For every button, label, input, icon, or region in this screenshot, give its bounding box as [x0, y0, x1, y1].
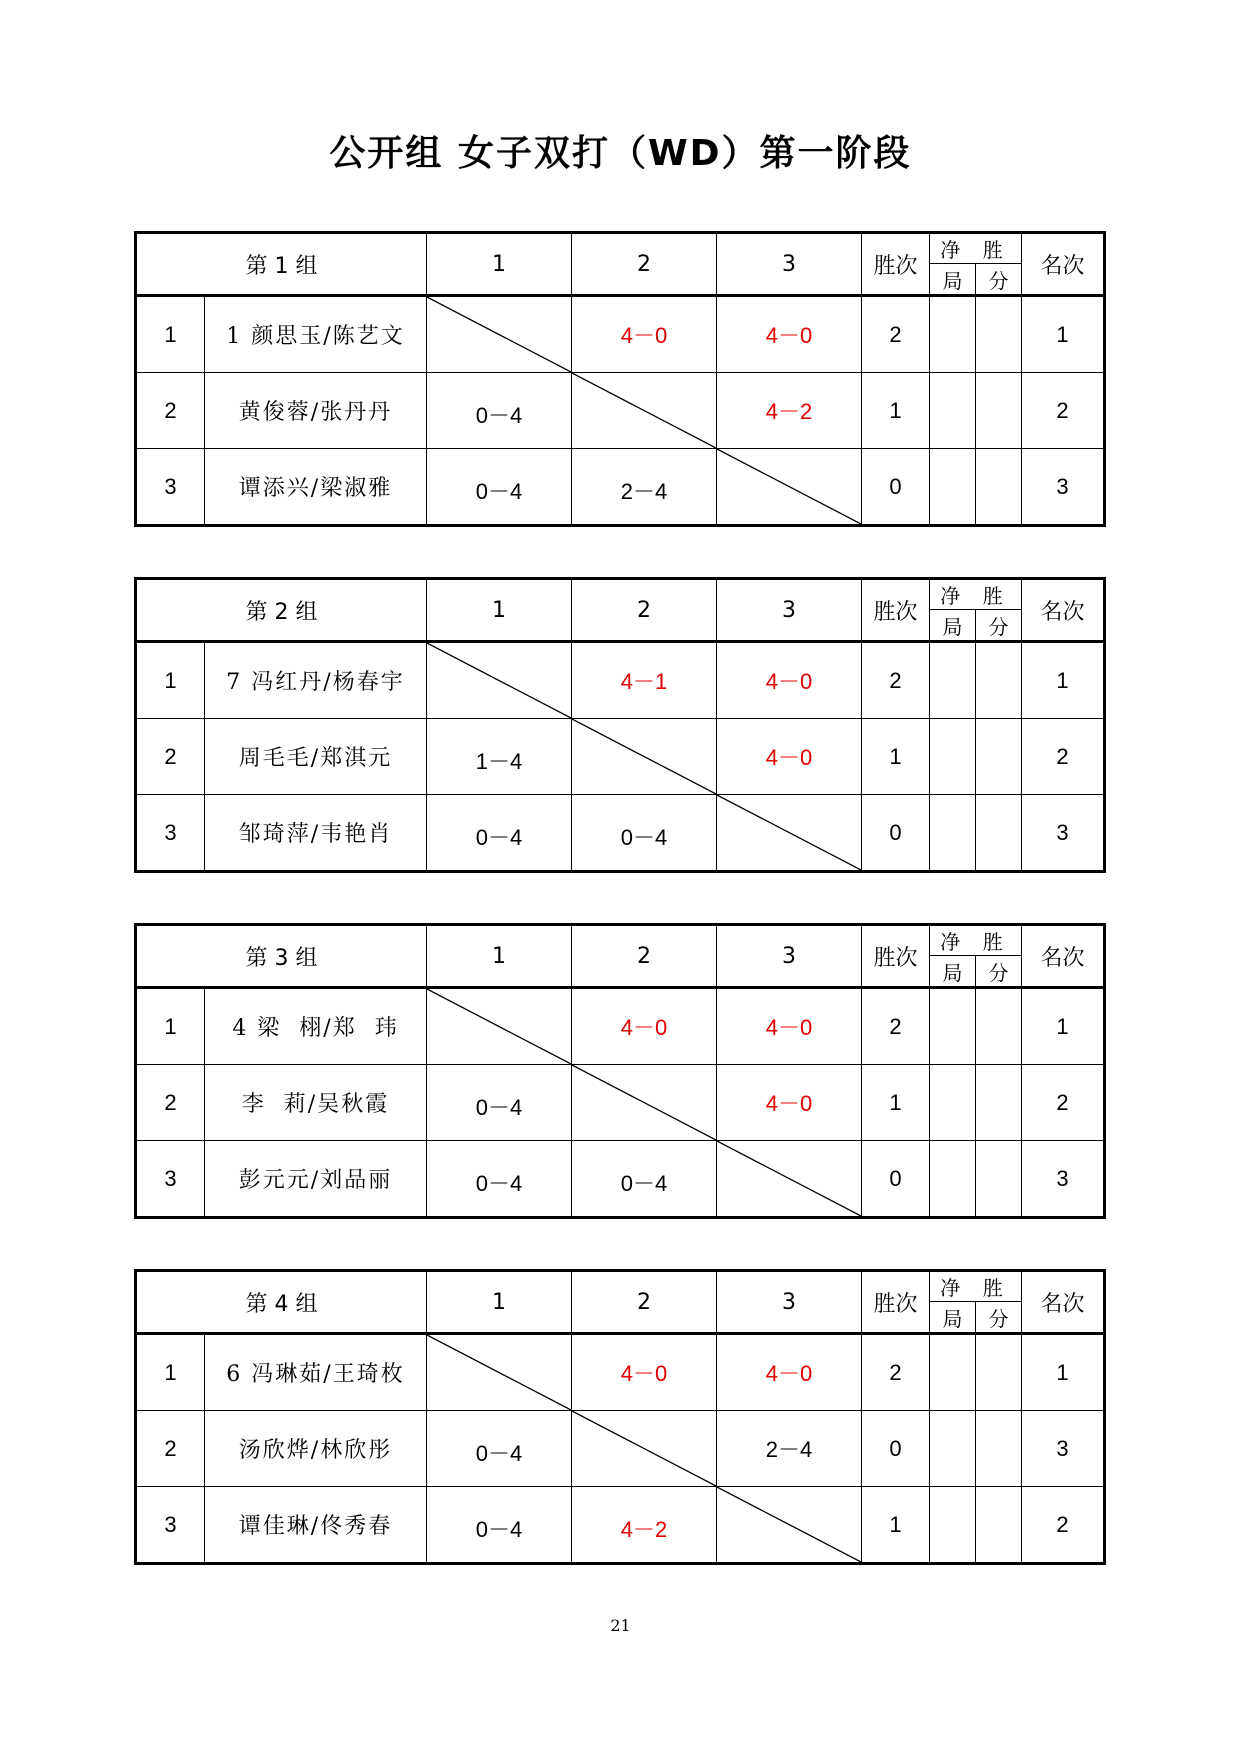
match-result — [572, 1141, 717, 1218]
rank-value: 3 — [1022, 1411, 1105, 1487]
wins-count: 1 — [862, 1487, 930, 1564]
net-games-header: 局 — [930, 610, 976, 642]
match-score: 4－0 — [765, 1091, 813, 1116]
column-header-1: 1 — [427, 579, 572, 642]
match-result — [572, 642, 717, 719]
wins-count: 2 — [862, 988, 930, 1065]
match-score: 4－2 — [620, 1517, 668, 1542]
match-score: 0－4 — [475, 1095, 523, 1120]
column-header-2: 2 — [572, 579, 717, 642]
page-number: 21 — [610, 1616, 631, 1635]
match-score: 4－0 — [765, 323, 813, 348]
table-row — [136, 1141, 1105, 1218]
net-points-cell — [976, 449, 1022, 526]
match-result — [427, 373, 572, 449]
match-score: 2－4 — [620, 479, 668, 504]
team-name: 谭佳琳/佟秀春 — [205, 1487, 427, 1564]
wins-count: 0 — [862, 1411, 930, 1487]
net-wins-header: 净 胜 — [930, 579, 1022, 610]
net-points-cell — [976, 1411, 1022, 1487]
match-result — [717, 373, 862, 449]
net-wins-header: 净 胜 — [930, 233, 1022, 264]
match-score: 0－4 — [475, 1517, 523, 1542]
net-games-cell — [930, 795, 976, 872]
wins-header: 胜次 — [862, 579, 930, 642]
team-name: 汤欣烨/林欣彤 — [205, 1411, 427, 1487]
self-match-cell — [572, 719, 717, 795]
net-points-cell — [976, 988, 1022, 1065]
wins-count: 2 — [862, 1334, 930, 1411]
net-points-header: 分 — [976, 956, 1022, 988]
self-match-cell — [717, 449, 862, 526]
match-result — [572, 296, 717, 373]
match-score: 4－0 — [765, 1361, 813, 1386]
net-wins-header: 净 胜 — [930, 1271, 1022, 1302]
group-header-row — [136, 233, 1105, 264]
group-table — [134, 577, 1106, 873]
team-name: 彭元元/刘品丽 — [205, 1141, 427, 1218]
rank-value: 1 — [1022, 642, 1105, 719]
rank-header: 名次 — [1022, 233, 1105, 296]
match-result — [427, 1065, 572, 1141]
table-row — [136, 988, 1105, 1065]
match-score: 0－4 — [475, 1441, 523, 1466]
table-row — [136, 719, 1105, 795]
net-points-header: 分 — [976, 610, 1022, 642]
wins-count: 1 — [862, 373, 930, 449]
rank-value: 3 — [1022, 795, 1105, 872]
net-games-cell — [930, 1411, 976, 1487]
row-seed: 2 — [136, 373, 205, 449]
rank-value: 1 — [1022, 988, 1105, 1065]
wins-header: 胜次 — [862, 925, 930, 988]
match-result — [717, 1065, 862, 1141]
row-seed: 1 — [136, 988, 205, 1065]
match-result — [427, 795, 572, 872]
group-label: 第 1 组 — [136, 233, 427, 296]
column-header-2: 2 — [572, 233, 717, 296]
column-header-1: 1 — [427, 233, 572, 296]
wins-count: 0 — [862, 449, 930, 526]
match-score: 4－0 — [765, 669, 813, 694]
net-games-cell — [930, 988, 976, 1065]
match-result — [572, 988, 717, 1065]
net-points-cell — [976, 795, 1022, 872]
wins-count: 0 — [862, 1141, 930, 1218]
net-games-cell — [930, 373, 976, 449]
match-result — [717, 642, 862, 719]
net-wins-header: 净 胜 — [930, 925, 1022, 956]
match-score: 0－4 — [475, 479, 523, 504]
wins-count: 1 — [862, 1065, 930, 1141]
group-header-row — [136, 579, 1105, 610]
net-games-cell — [930, 1065, 976, 1141]
match-score: 1－4 — [475, 749, 523, 774]
column-header-1: 1 — [427, 1271, 572, 1334]
rank-value: 2 — [1022, 373, 1105, 449]
row-seed: 1 — [136, 296, 205, 373]
match-score: 4－0 — [620, 323, 668, 348]
self-match-cell — [427, 296, 572, 373]
group-table — [134, 231, 1106, 527]
self-match-cell — [717, 795, 862, 872]
wins-count: 2 — [862, 296, 930, 373]
net-games-cell — [930, 1141, 976, 1218]
row-seed: 3 — [136, 1141, 205, 1218]
match-result — [572, 1334, 717, 1411]
match-score: 0－4 — [475, 825, 523, 850]
group-header-row — [136, 1271, 1105, 1302]
self-match-cell — [427, 1334, 572, 1411]
row-seed: 1 — [136, 1334, 205, 1411]
net-games-header: 局 — [930, 264, 976, 296]
table-row — [136, 373, 1105, 449]
wins-header: 胜次 — [862, 1271, 930, 1334]
match-result — [572, 449, 717, 526]
group-table — [134, 923, 1106, 1219]
team-name: 周毛毛/郑淇元 — [205, 719, 427, 795]
self-match-cell — [717, 1141, 862, 1218]
net-points-cell — [976, 642, 1022, 719]
rank-value: 2 — [1022, 1065, 1105, 1141]
match-result — [717, 988, 862, 1065]
net-points-cell — [976, 1065, 1022, 1141]
net-games-header: 局 — [930, 1302, 976, 1334]
table-row — [136, 1334, 1105, 1411]
table-row — [136, 795, 1105, 872]
net-games-cell — [930, 642, 976, 719]
groups-container — [134, 231, 1103, 1615]
wins-count: 1 — [862, 719, 930, 795]
net-games-cell — [930, 449, 976, 526]
rank-value: 3 — [1022, 449, 1105, 526]
rank-value: 2 — [1022, 1487, 1105, 1564]
team-name: 邹琦萍/韦艳肖 — [205, 795, 427, 872]
page-title: 公开组 女子双打（WD）第一阶段 — [329, 133, 912, 174]
self-match-cell — [572, 373, 717, 449]
column-header-3: 3 — [717, 925, 862, 988]
table-row — [136, 296, 1105, 373]
match-score: 0－4 — [620, 825, 668, 850]
match-score: 4－0 — [620, 1015, 668, 1040]
table-row — [136, 449, 1105, 526]
net-points-cell — [976, 373, 1022, 449]
rank-value: 1 — [1022, 1334, 1105, 1411]
column-header-1: 1 — [427, 925, 572, 988]
match-result — [717, 1411, 862, 1487]
rank-header: 名次 — [1022, 579, 1105, 642]
team-name: 谭添兴/梁淑雅 — [205, 449, 427, 526]
net-points-cell — [976, 1334, 1022, 1411]
team-name: 黄俊蓉/张丹丹 — [205, 373, 427, 449]
match-result — [427, 1141, 572, 1218]
net-games-cell — [930, 1487, 976, 1564]
match-score: 0－4 — [475, 1171, 523, 1196]
match-score: 0－4 — [620, 1171, 668, 1196]
match-result — [717, 296, 862, 373]
wins-count: 2 — [862, 642, 930, 719]
wins-count: 0 — [862, 795, 930, 872]
row-seed: 2 — [136, 719, 205, 795]
net-points-header: 分 — [976, 1302, 1022, 1334]
table-row — [136, 1065, 1105, 1141]
column-header-2: 2 — [572, 1271, 717, 1334]
match-score: 2－4 — [765, 1437, 813, 1462]
row-seed: 3 — [136, 795, 205, 872]
match-score: 4－0 — [765, 745, 813, 770]
net-points-header: 分 — [976, 264, 1022, 296]
row-seed: 3 — [136, 449, 205, 526]
self-match-cell — [427, 642, 572, 719]
match-result — [572, 1487, 717, 1564]
net-games-cell — [930, 296, 976, 373]
match-score: 4－0 — [620, 1361, 668, 1386]
match-result — [717, 1334, 862, 1411]
wins-header: 胜次 — [862, 233, 930, 296]
match-score: 4－2 — [765, 399, 813, 424]
net-points-cell — [976, 1141, 1022, 1218]
row-seed: 3 — [136, 1487, 205, 1564]
team-name: 1 颜思玉/陈艺文 — [205, 296, 427, 373]
match-score: 0－4 — [475, 403, 523, 428]
table-row — [136, 1411, 1105, 1487]
net-games-cell — [930, 1334, 976, 1411]
rank-header: 名次 — [1022, 1271, 1105, 1334]
team-name: 4 梁 栩/郑 玮 — [205, 988, 427, 1065]
match-result — [427, 1411, 572, 1487]
match-score: 4－1 — [620, 669, 668, 694]
match-result — [427, 719, 572, 795]
row-seed: 2 — [136, 1065, 205, 1141]
column-header-3: 3 — [717, 233, 862, 296]
row-seed: 2 — [136, 1411, 205, 1487]
column-header-3: 3 — [717, 579, 862, 642]
column-header-2: 2 — [572, 925, 717, 988]
net-points-cell — [976, 296, 1022, 373]
self-match-cell — [572, 1065, 717, 1141]
group-table — [134, 1269, 1106, 1565]
match-result — [717, 719, 862, 795]
rank-value: 2 — [1022, 719, 1105, 795]
self-match-cell — [572, 1411, 717, 1487]
net-games-cell — [930, 719, 976, 795]
group-header-row — [136, 925, 1105, 956]
match-score: 4－0 — [765, 1015, 813, 1040]
group-label: 第 2 组 — [136, 579, 427, 642]
self-match-cell — [717, 1487, 862, 1564]
group-label: 第 4 组 — [136, 1271, 427, 1334]
net-games-header: 局 — [930, 956, 976, 988]
match-result — [427, 449, 572, 526]
net-points-cell — [976, 1487, 1022, 1564]
table-row — [136, 642, 1105, 719]
table-row — [136, 1487, 1105, 1564]
column-header-3: 3 — [717, 1271, 862, 1334]
match-result — [427, 1487, 572, 1564]
net-points-cell — [976, 719, 1022, 795]
match-result — [572, 795, 717, 872]
rank-header: 名次 — [1022, 925, 1105, 988]
group-label: 第 3 组 — [136, 925, 427, 988]
team-name: 7 冯红丹/杨春宇 — [205, 642, 427, 719]
team-name: 李 莉/吴秋霞 — [205, 1065, 427, 1141]
rank-value: 3 — [1022, 1141, 1105, 1218]
row-seed: 1 — [136, 642, 205, 719]
team-name: 6 冯琳茹/王琦枚 — [205, 1334, 427, 1411]
self-match-cell — [427, 988, 572, 1065]
rank-value: 1 — [1022, 296, 1105, 373]
